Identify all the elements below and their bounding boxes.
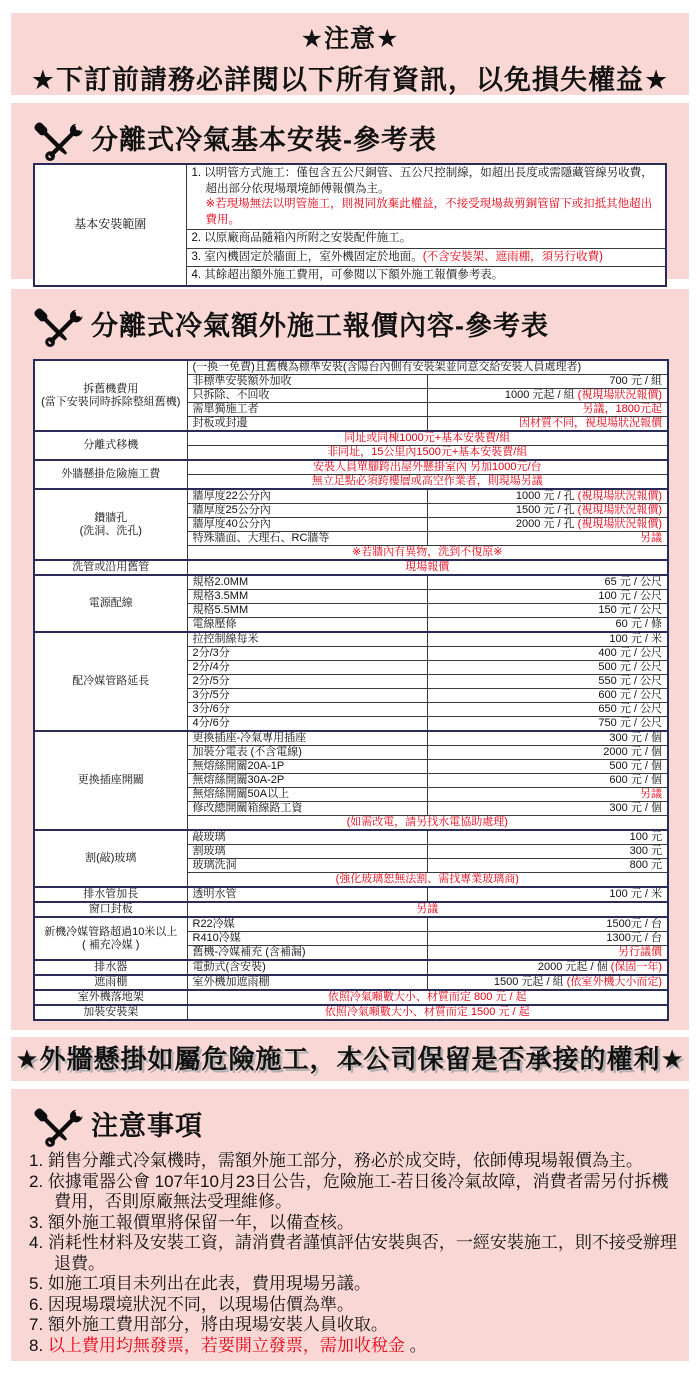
span-cell <box>187 816 668 831</box>
text-segment: (保固一年) <box>610 961 662 973</box>
text-segment: 同址或同棟1000元+基本安裝費/組 <box>344 432 511 444</box>
span-cell <box>187 431 668 446</box>
item-cell: 需單獨施工者 <box>187 403 428 417</box>
item-cell: 加裝分電表 (不含電線) <box>187 746 428 760</box>
row-label-line: 鑽牆孔 <box>94 511 128 524</box>
text-segment: (如需改電，請另找水電協助處理) <box>346 816 508 828</box>
text-segment: 因材質不同，視現場狀況報價 <box>519 417 662 429</box>
row-label-line: 遮雨棚 <box>94 976 128 988</box>
extra-quote-section <box>11 289 689 1030</box>
paragraph <box>192 197 661 228</box>
text-segment: 安裝人員單腳跨出屋外懸掛室內 另加1000元/台 <box>312 461 542 473</box>
row-label-cell <box>34 460 187 489</box>
note-item <box>29 1295 677 1316</box>
paragraph <box>192 268 661 284</box>
price-cell <box>428 689 669 703</box>
item-cell: 非標準安裝額外加收 <box>187 375 428 389</box>
price-cell <box>428 746 669 760</box>
text-segment: (一換一免費)且舊機為標準安裝(含陽台內側有安裝架並同意交給安裝人員處理者) <box>192 361 582 373</box>
paragraph <box>192 250 661 266</box>
row-label-line: ( 補充冷媒 ) <box>82 938 140 951</box>
price-cell <box>428 661 669 675</box>
risk-banner-text: ★外牆懸掛如屬危險施工，本公司保留是否承接的權利★ <box>15 1044 685 1074</box>
text-segment: 800 元 <box>629 859 662 871</box>
text-segment: (視現場狀況報價) <box>577 389 662 401</box>
price-cell <box>428 932 669 946</box>
item-cell: 3分/5分 <box>187 689 428 703</box>
text-segment: (不含安裝架、遮雨棚，須另行收費) <box>422 250 603 263</box>
note-number: 7. <box>29 1315 48 1334</box>
text-segment: 銷售分離式冷氣機時，需額外施工部分，務必於成交時，依師傅現場報價為主。 <box>47 1151 643 1170</box>
text-segment: ※若現場無法以明管施工，則視同放棄此權益，不接受現場裁剪銅管留下或扣抵其他超出費用。 <box>205 198 653 226</box>
extra-section-header <box>11 289 689 349</box>
span-cell <box>187 460 668 475</box>
price-cell <box>428 845 669 859</box>
row-label-cell <box>34 902 187 917</box>
text-segment: 600 元 / 個 <box>609 774 662 786</box>
price-cell <box>428 717 669 732</box>
row-label-cell <box>34 632 187 731</box>
text-segment: 因現場環境狀況不同，以現場估價為準。 <box>47 1294 354 1314</box>
item-cell: 舊機-冷媒補充 (含補漏) <box>187 946 428 961</box>
price-cell <box>428 375 669 389</box>
table-row <box>34 632 668 647</box>
text-segment: (依室外機大小而定) <box>566 976 662 988</box>
price-cell <box>428 504 669 518</box>
row-label-line: 外牆懸掛危險施工費 <box>61 468 161 480</box>
text-segment: 3. 室內機固定於牆面上，室外機固定於地面。 <box>191 250 423 263</box>
price-cell <box>428 788 669 802</box>
row-label-line: (當下安裝同時拆除整組舊機) <box>41 395 181 408</box>
row-label-line: 洗管或沿用舊管 <box>72 561 150 573</box>
notes-section-title: 注意事項 <box>91 1110 203 1141</box>
span-cell <box>187 873 668 888</box>
price-cell <box>428 403 669 417</box>
price-cell <box>428 632 669 647</box>
row-label-cell <box>34 1005 187 1020</box>
text-segment: 另議，1800元起 <box>582 403 662 415</box>
price-cell <box>428 731 669 746</box>
table-row <box>34 917 668 932</box>
row-label-cell <box>34 731 187 830</box>
item-cell: 割玻璃 <box>187 845 428 859</box>
content-cell <box>186 248 666 267</box>
price-cell <box>428 703 669 717</box>
text-segment: 300 元 / 個 <box>609 802 662 814</box>
table-row <box>34 830 668 845</box>
tools-icon <box>31 297 83 349</box>
price-cell <box>428 760 669 774</box>
extra-quote-table <box>33 359 669 1021</box>
tools-icon <box>31 111 83 163</box>
table-row <box>34 990 668 1005</box>
text-segment: 600 元 / 公尺 <box>598 689 662 701</box>
text-segment: 300 元 / 個 <box>609 732 662 744</box>
paragraph <box>192 231 661 247</box>
text-segment: 1000 元 / 孔 <box>515 490 578 502</box>
price-cell <box>428 518 669 532</box>
basic-install-table <box>33 163 667 287</box>
table-row <box>34 960 668 975</box>
item-cell: 更換插座-冷氣專用插座 <box>187 731 428 746</box>
content-cell <box>186 267 666 286</box>
text-segment: 另議 <box>640 532 662 544</box>
item-cell: 透明水管 <box>187 887 428 902</box>
table-row <box>34 560 668 575</box>
table-row <box>34 975 668 990</box>
item-cell: 電線壓條 <box>187 618 428 633</box>
text-segment: (強化玻璃恕無法割、需找專業玻璃商) <box>335 873 519 885</box>
content-cell <box>186 230 666 249</box>
row-label-line: 加裝安裝架 <box>83 1006 139 1018</box>
text-segment: ※若牆內有異物，洗到不復原※ <box>352 546 503 558</box>
basic-section-header <box>11 103 689 163</box>
text-segment: 4. 其餘超出額外施工費用，可參閱以下額外施工報價參考表。 <box>191 269 504 281</box>
text-segment: 如施工項目未列出在此表，費用現場另議。 <box>47 1274 371 1293</box>
note-item <box>29 1151 677 1172</box>
row-label-cell <box>34 975 187 990</box>
price-cell <box>428 618 669 633</box>
text-segment: (視現場狀況報價) <box>577 504 662 516</box>
row-label-cell <box>34 917 187 960</box>
row-label-line: 割(敲)玻璃 <box>85 852 137 864</box>
table-row <box>34 360 668 375</box>
price-cell <box>428 417 669 432</box>
item-cell: R410冷媒 <box>187 932 428 946</box>
text-segment: 500 元 / 個 <box>609 760 662 772</box>
price-cell <box>428 575 669 590</box>
row-label-line: 排水管加長 <box>83 888 139 900</box>
row-label-line: 電源配線 <box>88 597 133 609</box>
item-cell: 2分/5分 <box>187 675 428 689</box>
note-item <box>29 1274 677 1295</box>
text-segment: 非同址，15公里內1500元+基本安裝費/組 <box>327 446 528 458</box>
item-cell: 牆厚度22公分內 <box>187 489 428 504</box>
text-segment: 額外施工費用部分，將由現場安裝人員收取。 <box>47 1315 388 1334</box>
text-segment: 550 元 / 公尺 <box>598 675 662 687</box>
item-cell: 無熔絲開關30A-2P <box>187 774 428 788</box>
row-label-cell <box>34 830 187 887</box>
span-cell <box>187 1005 668 1020</box>
row-label-cell <box>34 960 187 975</box>
notes-section <box>11 1089 689 1361</box>
price-cell <box>428 830 669 845</box>
paragraph <box>192 166 661 197</box>
row-label-cell <box>34 575 187 632</box>
text-segment: (視現場狀況報價) <box>577 490 662 502</box>
note-number: 3. <box>29 1212 48 1232</box>
price-cell <box>428 389 669 403</box>
span-cell <box>187 446 668 461</box>
span-cell <box>187 902 668 917</box>
price-cell <box>428 975 669 990</box>
basic-section-title: 分離式冷氣基本安裝-參考表 <box>91 124 437 155</box>
row-label-cell <box>34 431 187 460</box>
price-cell <box>428 917 669 932</box>
text-segment: 1500元 / 台 <box>606 918 662 930</box>
text-segment: 另議 <box>640 788 662 800</box>
price-cell <box>428 647 669 661</box>
row-label-line: 窗口封板 <box>88 903 133 915</box>
row-label-cell <box>34 990 187 1005</box>
price-cell <box>428 859 669 873</box>
text-segment: 500 元 / 公尺 <box>598 661 662 673</box>
table-row <box>34 731 668 746</box>
note-number: 4. <box>29 1233 48 1252</box>
text-segment: 。 <box>404 1335 427 1355</box>
price-cell <box>428 887 669 902</box>
note-number: 8. <box>29 1335 48 1355</box>
notes-list <box>29 1151 677 1356</box>
notice-banner-line1: ★注意★ <box>300 25 400 53</box>
notice-banner <box>11 13 689 95</box>
text-segment: 300 元 <box>629 845 662 857</box>
text-segment: 100 元 / 米 <box>609 633 662 645</box>
text-segment: 1000 元起 / 組 <box>504 389 578 401</box>
row-label-line: 更換插座開關 <box>77 774 144 786</box>
row-label-line: 室外機落地架 <box>77 991 144 1003</box>
item-cell: 3分/6分 <box>187 703 428 717</box>
item-cell: 2分/4分 <box>187 661 428 675</box>
text-segment: 另議 <box>416 903 439 915</box>
table-row <box>34 1005 668 1020</box>
text-segment: 以上費用均無發票，若要開立發票，需加收稅金 <box>47 1335 405 1355</box>
row-label-line: 新機冷媒管路超過10米以上 <box>44 925 178 938</box>
item-cell: 規格2.0MM <box>187 575 428 590</box>
text-segment: 700 元 / 組 <box>609 375 662 387</box>
row-label-cell <box>34 560 187 575</box>
item-cell: 拉控制線每米 <box>187 632 428 647</box>
text-segment: 650 元 / 公尺 <box>598 703 662 715</box>
note-item <box>29 1315 677 1336</box>
text-segment: 100 元 <box>629 831 662 843</box>
table-row <box>34 431 668 446</box>
text-segment: 1500 元 / 孔 <box>515 504 578 516</box>
item-cell: 封板或封邊 <box>187 417 428 432</box>
price-cell <box>428 489 669 504</box>
item-cell: 修改總開關箱線路工資 <box>187 802 428 816</box>
row-label-cell: 基本安裝範圍 <box>34 164 186 286</box>
span-cell <box>187 560 668 575</box>
price-cell <box>428 774 669 788</box>
notes-section-header <box>11 1089 689 1149</box>
item-cell: 室外機加遮雨棚 <box>187 975 428 990</box>
note-number: 6. <box>29 1294 48 1314</box>
price-cell <box>428 960 669 975</box>
row-label-line: 拆舊機費用 <box>83 382 139 395</box>
text-segment: 依照冷氣噸數大小、材質而定 800 元 / 起 <box>327 991 527 1003</box>
text-segment: 依照冷氣噸數大小、材質而定 1500 元 / 起 <box>324 1006 530 1018</box>
price-cell <box>428 802 669 816</box>
table-row <box>34 902 668 917</box>
table-row <box>34 575 668 590</box>
row-label-line: 分離式移機 <box>83 439 139 451</box>
text-segment: 2000 元 / 孔 <box>515 518 578 530</box>
text-segment: (視現場狀況報價) <box>577 518 662 530</box>
price-cell <box>428 946 669 961</box>
text-segment: 2000 元 / 個 <box>603 746 662 758</box>
text-segment: 無立足點必須跨樓層或高空作業者，則現場另議 <box>311 475 543 487</box>
price-cell <box>428 604 669 618</box>
item-cell: 無熔絲開關50A以上 <box>187 788 428 802</box>
text-segment: 額外施工報價單將保留一年，以備查核。 <box>47 1212 354 1232</box>
item-cell: 牆厚度25公分內 <box>187 504 428 518</box>
text-segment: 65 元 / 公尺 <box>604 576 662 588</box>
note-number: 5. <box>29 1274 48 1293</box>
text-segment: 400 元 / 公尺 <box>598 647 662 659</box>
table-row <box>34 887 668 902</box>
table-row <box>34 460 668 475</box>
text-segment: 750 元 / 公尺 <box>598 717 662 729</box>
item-cell: R22冷媒 <box>187 917 428 932</box>
item-cell: 規格3.5MM <box>187 590 428 604</box>
note-number: 2. <box>29 1171 48 1191</box>
text-segment: 現場報價 <box>405 561 450 573</box>
item-cell: 2分/3分 <box>187 647 428 661</box>
content-cell <box>186 164 666 230</box>
row-label-cell <box>34 360 187 431</box>
span-cell <box>187 546 668 561</box>
text-segment: 1500 元起 / 組 <box>493 976 567 988</box>
price-cell <box>428 532 669 546</box>
text-segment: 100 元 / 米 <box>609 888 662 900</box>
row-label-cell <box>34 887 187 902</box>
note-item <box>29 1336 677 1357</box>
text-segment: 1300元 / 台 <box>606 932 662 944</box>
item-cell: 規格5.5MM <box>187 604 428 618</box>
text-segment: 60 元 / 條 <box>615 618 662 630</box>
note-item <box>29 1233 677 1274</box>
row-label-line: 配冷媒管路延長 <box>72 675 150 687</box>
note-item <box>29 1213 677 1234</box>
table-row <box>34 164 666 230</box>
item-cell: 玻璃洗洞 <box>187 859 428 873</box>
item-cell: 敲玻璃 <box>187 830 428 845</box>
item-cell: 牆厚度40公分內 <box>187 518 428 532</box>
text-segment: 150 元 / 公尺 <box>598 604 662 616</box>
text-segment: 依據電器公會 107年10月23日公告，危險施工-若日後冷氣故障，消費者需另付拆機費用，否則原廠無法受理維修。 <box>47 1171 669 1211</box>
text-segment: 100 元 / 公尺 <box>598 590 662 602</box>
item-cell: 只拆除、不回收 <box>187 389 428 403</box>
item-cell: 電動式(含安裝) <box>187 960 428 975</box>
risk-banner <box>11 1037 689 1081</box>
tools-icon <box>31 1097 83 1149</box>
row-label-line: (洗洞、洗孔) <box>79 524 142 537</box>
span-cell <box>187 990 668 1005</box>
price-cell <box>428 675 669 689</box>
row-label-line: 排水器 <box>94 961 128 973</box>
note-item <box>29 1172 677 1213</box>
text-segment: 另行議價 <box>618 946 662 958</box>
price-cell <box>428 590 669 604</box>
row-label-cell <box>34 489 187 560</box>
span-cell <box>187 360 668 375</box>
notice-banner-line2: ★下訂前請務必詳閱以下所有資訊，以免損失權益★ <box>30 65 670 95</box>
item-cell: 4分/6分 <box>187 717 428 732</box>
table-row <box>34 489 668 504</box>
basic-install-section <box>11 103 689 279</box>
text-segment: 1. 以明管方式施工：僅包含五公尺銅管、五公尺控制線，如超出長度或需隱藏管線另收費，超出部分依現場環境師傅報價為主。 <box>191 167 653 195</box>
text-segment: 2000 元起 / 個 <box>537 961 611 973</box>
item-cell: 特殊牆面、大理石、RC牆等 <box>187 532 428 546</box>
note-number: 1. <box>29 1151 48 1170</box>
extra-section-title: 分離式冷氣額外施工報價內容-參考表 <box>91 310 549 341</box>
span-cell <box>187 475 668 490</box>
item-cell: 無熔絲開關20A-1P <box>187 760 428 774</box>
text-segment: 消耗性材料及安裝工資，請消費者謹慎評估安裝與否，一經安裝施工，則不接受辦理退費。 <box>47 1233 677 1273</box>
text-segment: 2. 以原廠商品隨箱內所附之安裝配件施工。 <box>191 232 412 244</box>
